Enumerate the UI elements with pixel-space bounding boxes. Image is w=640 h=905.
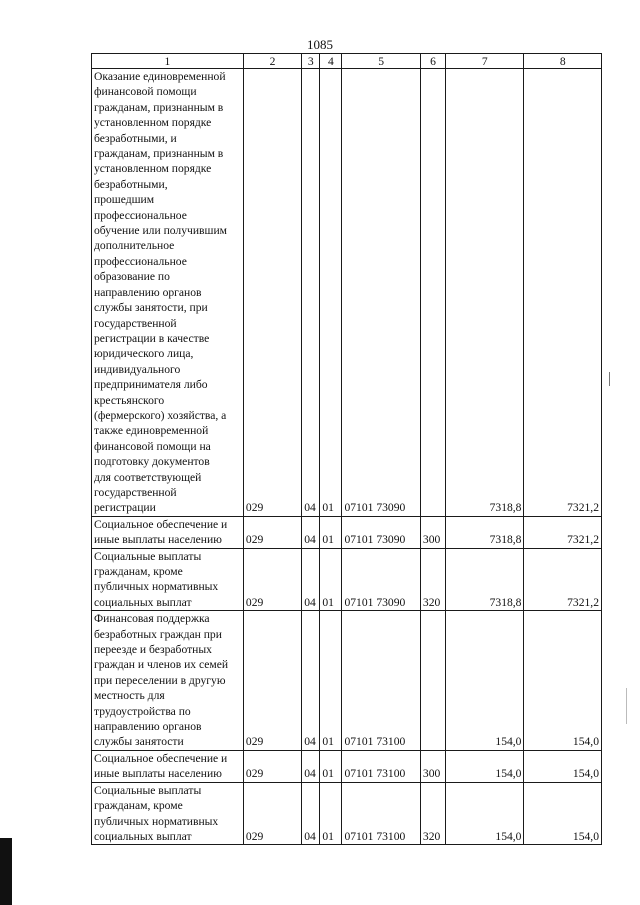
admin-code: 029 [243,611,301,751]
scan-edge-mark [0,838,12,905]
amount-year-1: 7318,8 [446,548,524,611]
table-row [92,611,602,751]
target-code: 07101 73090 [342,548,420,611]
admin-code: 029 [243,548,301,611]
amount-year-1: 7318,8 [446,69,524,517]
admin-code: 029 [243,516,301,548]
amount-year-2: 154,0 [524,782,602,845]
expense-type-code: 300 [420,516,445,548]
subsection-code: 01 [320,548,342,611]
row-name: Социальные выплаты гражданам, кроме публичных нормативных социальных выплат [92,782,244,845]
expense-type-code: 300 [420,750,445,782]
admin-code: 029 [243,69,301,517]
subsection-code: 01 [320,516,342,548]
table-row [92,750,602,782]
admin-code: 029 [243,750,301,782]
amount-year-2: 154,0 [524,611,602,751]
header-cell: 3 [302,54,320,69]
table-row [92,548,602,611]
section-code: 04 [302,516,320,548]
target-code: 07101 73100 [342,750,420,782]
amount-year-2: 7321,2 [524,516,602,548]
header-cell: 2 [243,54,301,69]
table-row [92,516,602,548]
header-cell: 1 [92,54,244,69]
amount-year-2: 7321,2 [524,548,602,611]
table-row [92,782,602,845]
amount-year-2: 154,0 [524,750,602,782]
section-code: 04 [302,69,320,517]
subsection-code: 01 [320,69,342,517]
amount-year-1: 154,0 [446,782,524,845]
amount-year-2: 7321,2 [524,69,602,517]
header-cell: 5 [342,54,420,69]
section-code: 04 [302,548,320,611]
budget-table [91,53,602,845]
row-name: Социальное обеспечение и иные выплаты населению [92,516,244,548]
row-name: Оказание единовременной финансовой помощи гражданам, признанным в установленном порядке безработными, и гражданам, признанным в установленном порядке безработными, прошедшим профессиональное обучение или получившим дополнительное профессиональное образование по направлению органов службы занятости, при государственной регистрации в качестве юридического лица, индивидуального предпринимателя либо крестьянского (фермерского) хозяйства, а также единовременной финансовой помощи на подготовку документов для соответствующей государственной регистрации [92,69,244,517]
expense-type-code: 320 [420,782,445,845]
target-code: 07101 73100 [342,611,420,751]
expense-type-code: 320 [420,548,445,611]
scan-speck [609,372,610,386]
amount-year-1: 154,0 [446,611,524,751]
header-row [92,54,602,69]
admin-code: 029 [243,782,301,845]
expense-type-code [420,69,445,517]
row-name: Социальное обеспечение и иные выплаты населению [92,750,244,782]
scan-speck [626,688,627,724]
header-cell: 7 [446,54,524,69]
subsection-code: 01 [320,750,342,782]
target-code: 07101 73100 [342,782,420,845]
target-code: 07101 73090 [342,516,420,548]
section-code: 04 [302,782,320,845]
amount-year-1: 7318,8 [446,516,524,548]
expense-type-code [420,611,445,751]
table-row [92,69,602,517]
target-code: 07101 73090 [342,69,420,517]
row-name: Финансовая поддержка безработных граждан при переезде и безработных граждан и членов их семей при переселении в другую местность для трудоустройства по направлению органов службы занятости [92,611,244,751]
section-code: 04 [302,611,320,751]
header-cell: 6 [420,54,445,69]
row-name: Социальные выплаты гражданам, кроме публичных нормативных социальных выплат [92,548,244,611]
page-number: 1085 [307,37,333,52]
section-code: 04 [302,750,320,782]
header-cell: 4 [320,54,342,69]
subsection-code: 01 [320,782,342,845]
subsection-code: 01 [320,611,342,751]
amount-year-1: 154,0 [446,750,524,782]
header-cell: 8 [524,54,602,69]
